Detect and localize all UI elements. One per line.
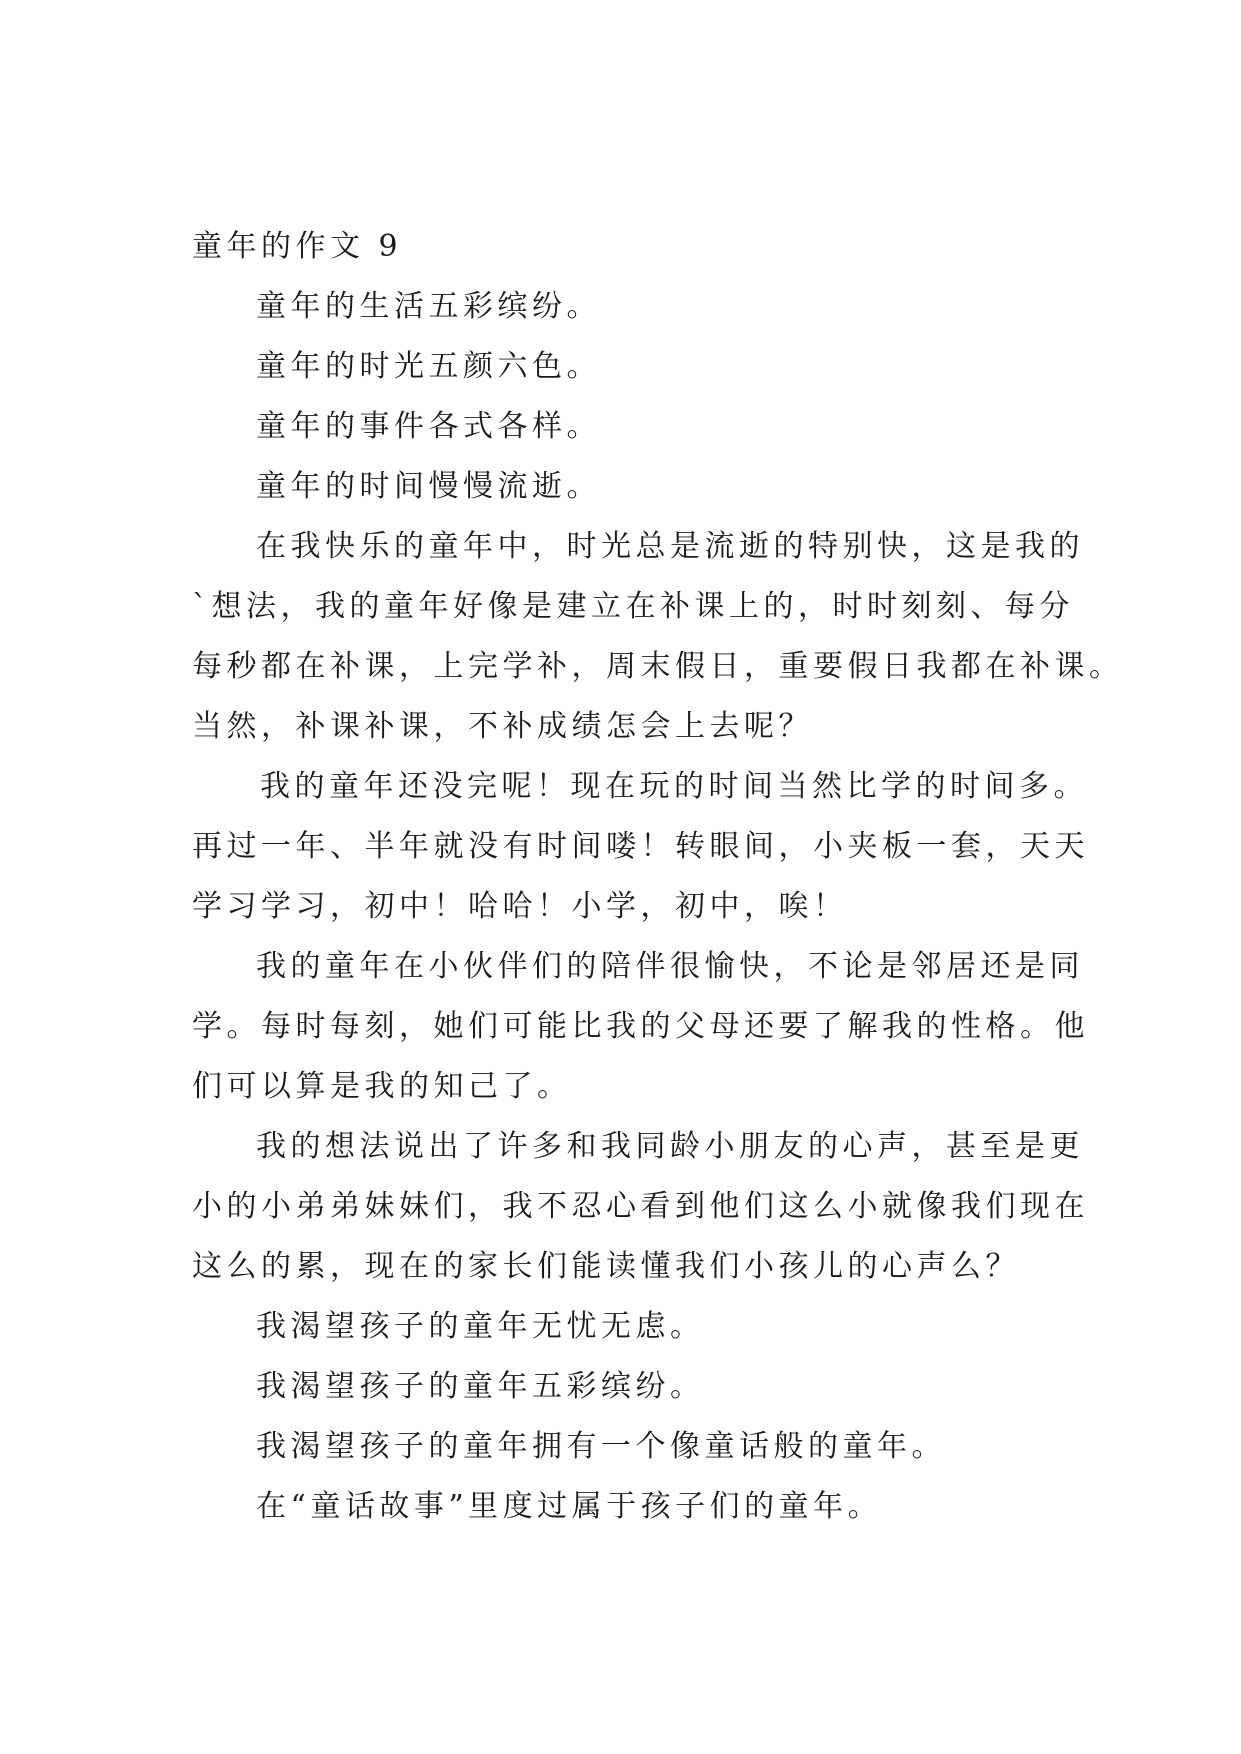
paragraph-line: 在“童话故事”里度过属于孩子们的童年。	[256, 1489, 883, 1524]
paragraph-line: 当然，补课补课，不补成绩怎会上去呢？	[192, 709, 813, 744]
essay-body	[192, 217, 1124, 1537]
paragraph-line: 我渴望孩子的童年拥有一个像童话般的童年。	[256, 1429, 946, 1464]
paragraph-line: 在我快乐的童年中，时光总是流逝的特别快，这是我的	[256, 529, 1084, 564]
paragraph-line: `想法，我的童年好像是建立在补课上的，时时刻刻、每分	[192, 589, 1074, 624]
paragraph-line: 们可以算是我的知己了。	[192, 1069, 572, 1104]
paragraph-line: 我的童年在小伙伴们的陪伴很愉快，不论是邻居还是同	[256, 949, 1084, 984]
paragraph-line: 童年的事件各式各样。	[256, 409, 601, 444]
paragraph-line: 我的想法说出了许多和我同龄小朋友的心声，甚至是更	[256, 1129, 1084, 1164]
paragraph-line: 学。每时每刻，她们可能比我的父母还要了解我的性格。他	[192, 1009, 1089, 1044]
paragraph-line: 我的童年还没完呢！现在玩的时间当然比学的时间多。	[260, 769, 1088, 804]
paragraph-line: 我渴望孩子的童年无忧无虑。	[256, 1309, 705, 1344]
paragraph-line: 每秒都在补课，上完学补，周末假日，重要假日我都在补课。	[192, 649, 1124, 684]
paragraph-line: 童年的时光五颜六色。	[256, 349, 601, 384]
paragraph-line: 再过一年、半年就没有时间喽！转眼间，小夹板一套，天天	[192, 829, 1089, 864]
paragraph-line: 小的小弟弟妹妹们，我不忍心看到他们这么小就像我们现在	[192, 1189, 1089, 1224]
paragraph-line: 童年的时间慢慢流逝。	[256, 469, 601, 504]
essay-title: 童年的作文 9	[192, 229, 403, 264]
paragraph-line: 这么的累，现在的家长们能读懂我们小孩儿的心声么？	[192, 1249, 1020, 1284]
paragraph-line: 童年的生活五彩缤纷。	[256, 289, 601, 324]
paragraph-line: 我渴望孩子的童年五彩缤纷。	[256, 1369, 705, 1404]
paragraph-line: 学习学习，初中！哈哈！小学，初中，唉！	[192, 889, 848, 924]
